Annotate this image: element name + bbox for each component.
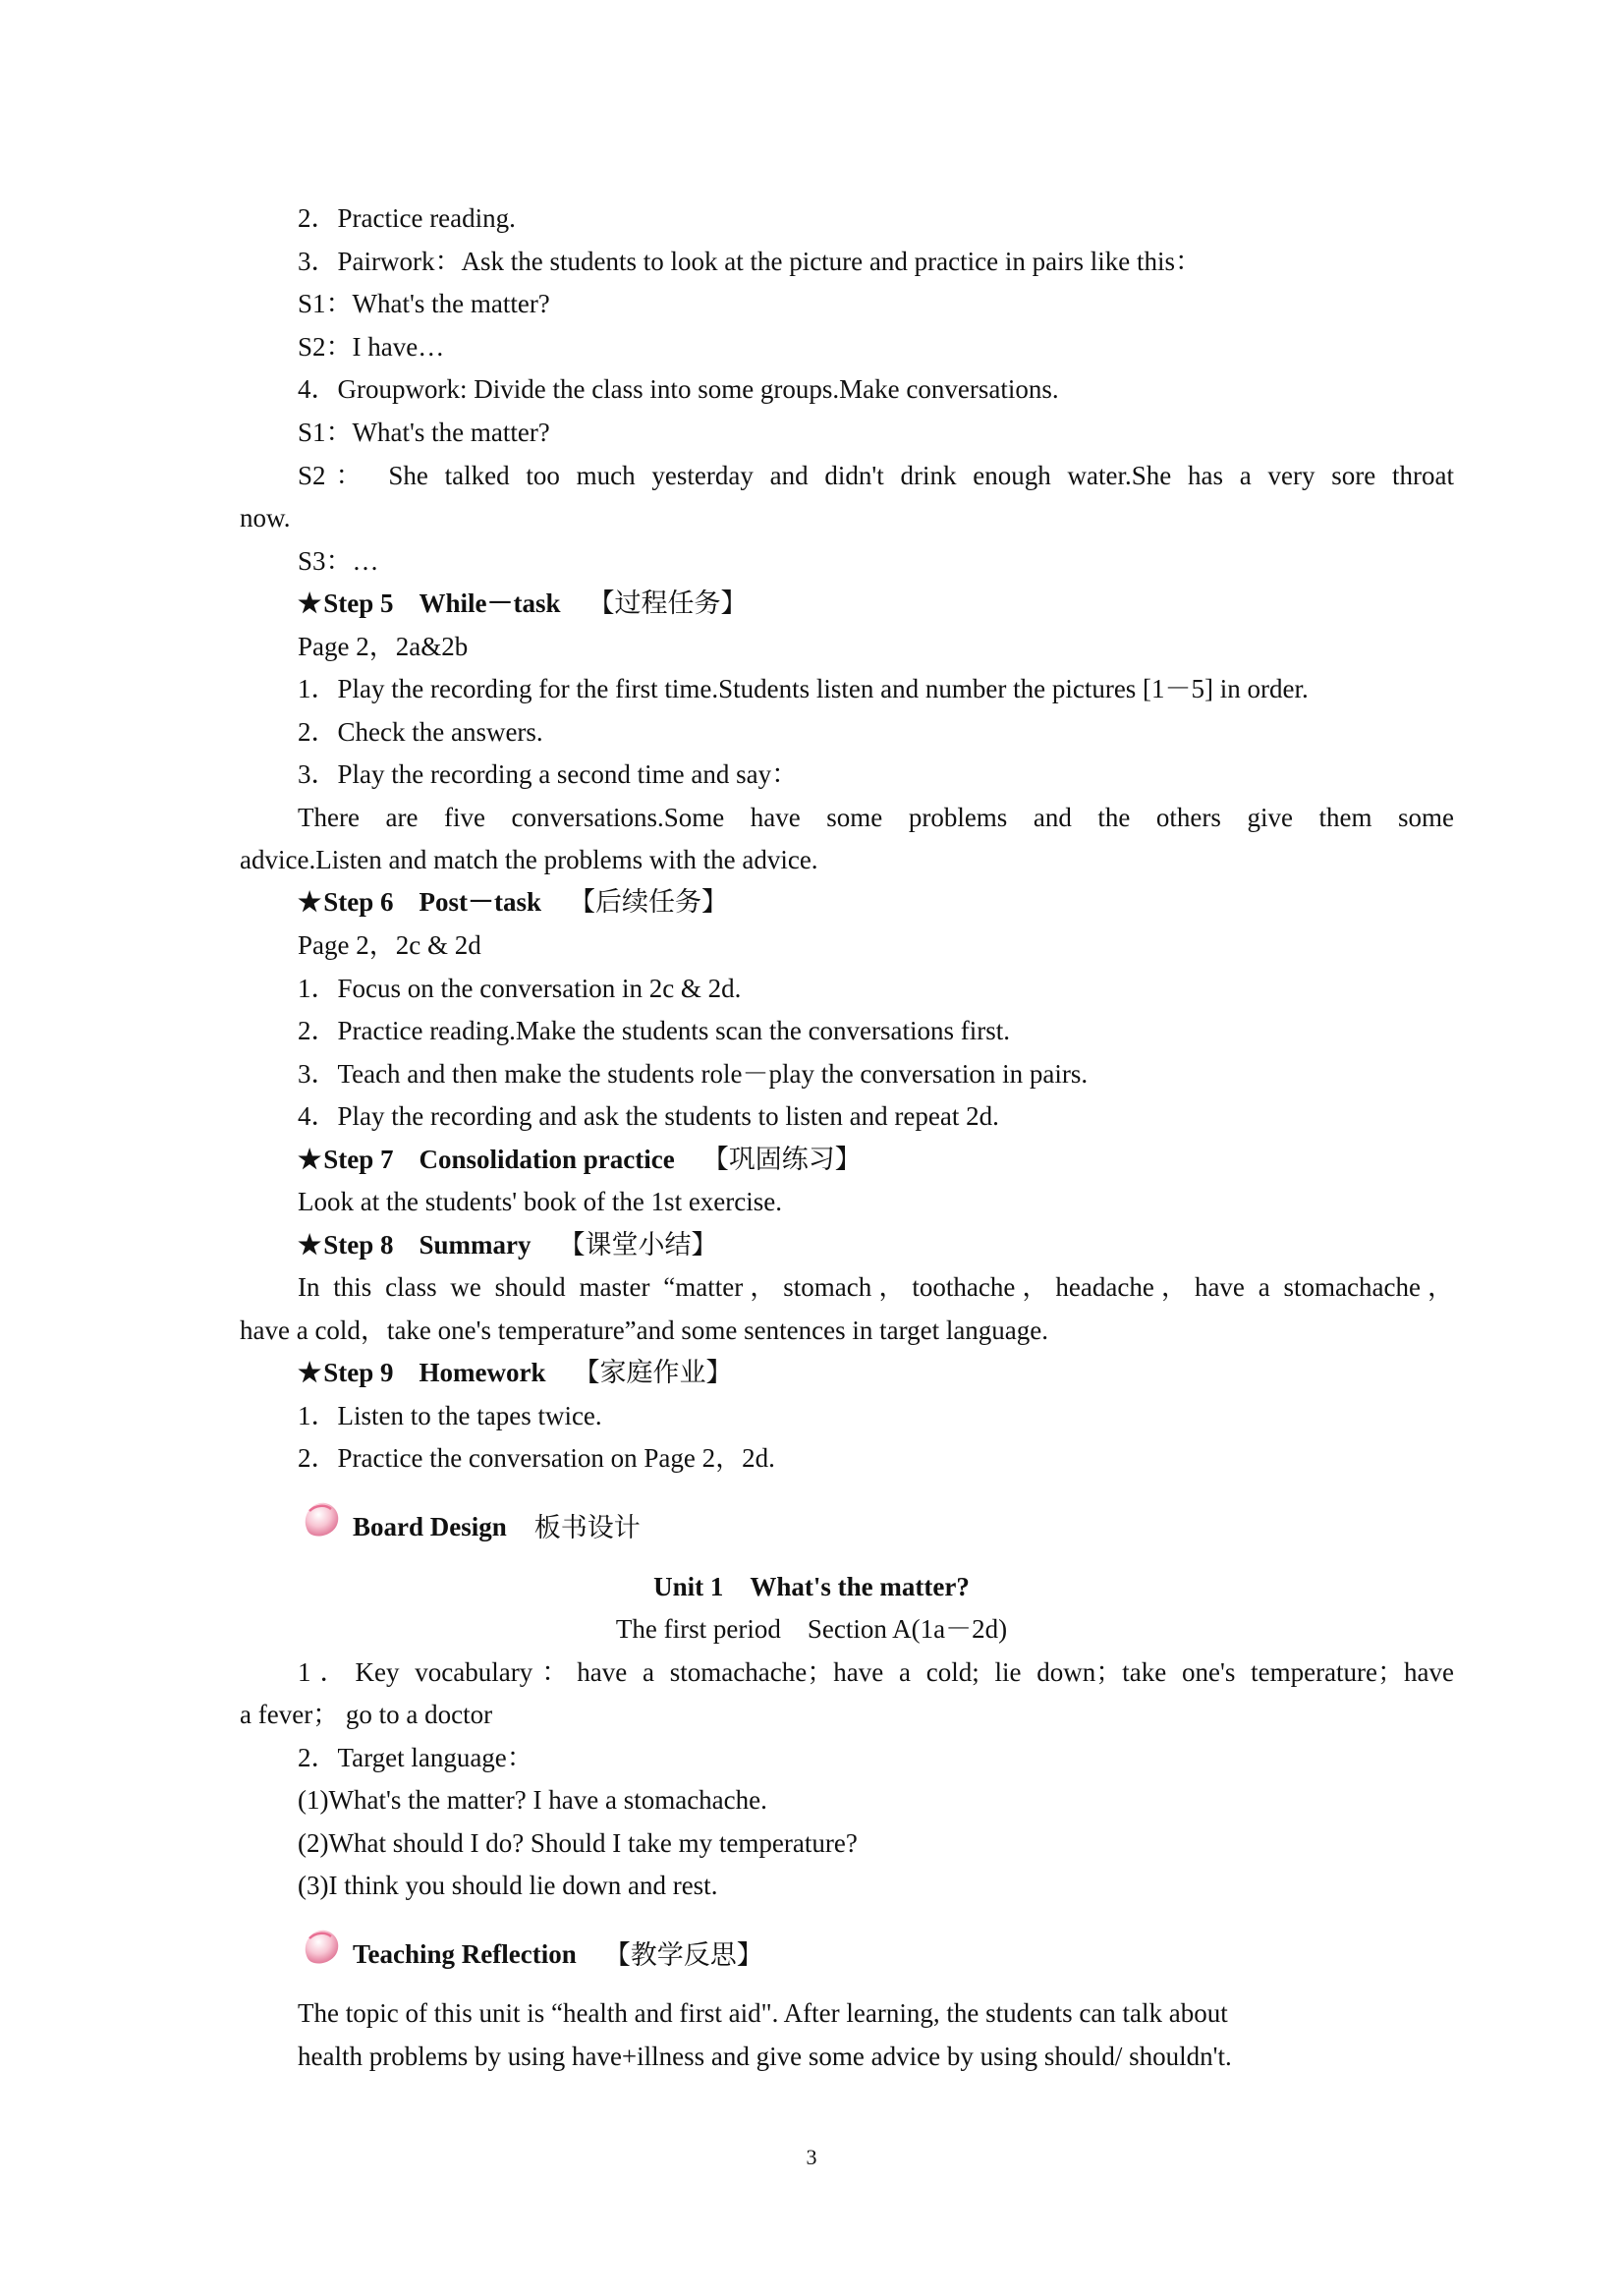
star-icon: ★ — [298, 1145, 322, 1174]
text-line: S1：What's the matter? — [298, 289, 550, 318]
section-label-cn: 【教学反思】 — [603, 1940, 763, 1971]
star-icon: ★ — [298, 588, 322, 618]
text-line: In this class we should master “matter，stomach，toothache，headache，have a stomachache， — [298, 1272, 1454, 1302]
text-line: Look at the students' book of the 1st exercise. — [298, 1187, 783, 1216]
list-item: 1．Listen to the tapes twice. — [298, 1401, 602, 1430]
list-item: 4．Play the recording and ask the students to listen and repeat 2d. — [298, 1101, 999, 1131]
step-heading: ★Step 6 Post－task 【后续任务】 — [298, 887, 728, 918]
list-item: 2．Check the answers. — [298, 717, 543, 747]
list-item: (3)I think you should lie down and rest. — [298, 1871, 718, 1900]
list-item: 3．Teach and then make the students role－play the conversation in pairs. — [298, 1059, 1089, 1089]
board-title: Unit 1 What's the matter? — [653, 1572, 970, 1601]
step-heading: ★Step 8 Summary 【课堂小结】 — [298, 1230, 718, 1260]
text-line: S2： She talked too much yesterday and didn't drink enough water.She has a very sore throat — [298, 461, 1454, 490]
step-heading: ★Step 9 Homework 【家庭作业】 — [298, 1358, 733, 1388]
text-line: The topic of this unit is “health and first aid". After learning, the students can talk about — [298, 1998, 1228, 2028]
text-line: 3．Pairwork：Ask the students to look at the picture and practice in pairs like this： — [298, 247, 1203, 276]
text-line: 1．Key vocabulary：have a stomachache；have a cold; lie down；take one's temperature；have — [298, 1657, 1454, 1687]
list-item: 1．Play the recording for the first time.Students listen and number the pictures [1－5] in order. — [298, 674, 1309, 703]
star-icon: ★ — [298, 1358, 322, 1387]
page-number: 3 — [806, 2145, 817, 2169]
star-icon: ★ — [298, 887, 322, 917]
text-line: have a cold，take one's temperature”and some sentences in target language. — [240, 1316, 1049, 1345]
list-item: 2．Target language： — [298, 1743, 533, 1772]
peach-blossom-icon — [298, 1923, 347, 1972]
text-line: a fever； go to a doctor — [240, 1700, 493, 1729]
step-heading: ★Step 5 While－task 【过程任务】 — [298, 588, 748, 619]
text-line: health problems by using have+illness and give some advice by using should/ shouldn't. — [298, 2042, 1232, 2071]
section-heading-teaching-reflection — [298, 1917, 763, 1972]
text-line: S1：What's the matter? — [298, 418, 550, 447]
list-item: (1)What's the matter? I have a stomachache. — [298, 1785, 767, 1815]
text-line: There are five conversations.Some have some problems and the others give them some — [298, 803, 1454, 832]
star-icon: ★ — [298, 1230, 322, 1260]
section-label: Board Design — [353, 1512, 507, 1541]
text-line: 4．Groupwork: Divide the class into some groups.Make conversations. — [298, 374, 1059, 404]
text-line: now. — [240, 503, 291, 532]
board-subtitle: The first period Section A(1a－2d) — [615, 1614, 1008, 1644]
text-line: S3：… — [298, 546, 379, 576]
list-item: 2．Practice reading.Make the students scan the conversations first. — [298, 1016, 1011, 1045]
list-item: 2．Practice the conversation on Page 2，2d. — [298, 1443, 775, 1473]
text-line: Page 2，2a&2b — [298, 632, 469, 661]
text-line: 2．Practice reading. — [298, 203, 516, 233]
text-line: S2：I have… — [298, 332, 445, 362]
step-heading: ★Step 7 Consolidation practice 【巩固练习】 — [298, 1145, 862, 1175]
list-item: 1．Focus on the conversation in 2c & 2d. — [298, 974, 742, 1003]
peach-blossom-icon — [298, 1495, 347, 1544]
section-label: Teaching Reflection — [353, 1939, 577, 1969]
section-heading-board-design — [298, 1489, 641, 1544]
text-line: Page 2，2c & 2d — [298, 930, 481, 960]
list-item: 3．Play the recording a second time and say： — [298, 759, 799, 789]
section-label-cn: 板书设计 — [533, 1513, 641, 1543]
list-item: (2)What should I do? Should I take my temperature? — [298, 1828, 858, 1858]
text-line: advice.Listen and match the problems with the advice. — [240, 845, 818, 874]
